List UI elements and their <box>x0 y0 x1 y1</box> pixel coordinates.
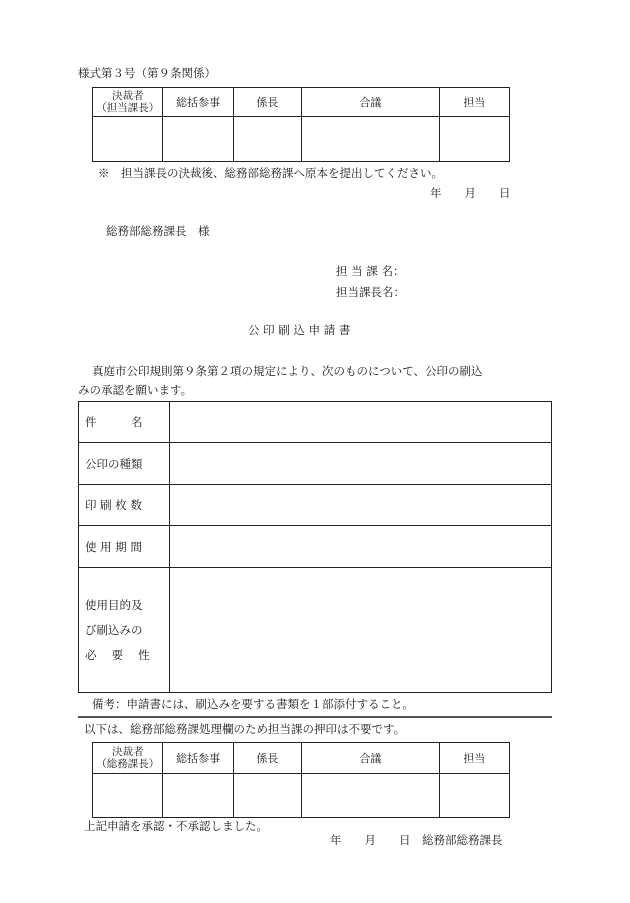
final-date-line: 年 月 日 総務部総務課長 <box>330 833 503 847</box>
approval-header-aigi: 合議 <box>302 88 440 117</box>
label-subject: 件 名 <box>79 402 170 443</box>
stamp-cell-aigi[interactable] <box>302 117 440 162</box>
approval-header-sanji-bottom: 総括参事 <box>163 743 233 774</box>
stamp-cell-aigi-bottom[interactable] <box>302 774 440 818</box>
body-line-2: みの承認を願います。 <box>78 383 193 397</box>
field-print-count[interactable] <box>170 485 552 526</box>
approval-header-sanji: 総括参事 <box>163 88 233 117</box>
label-print-count: 印 刷 枚 数 <box>79 485 170 526</box>
stamp-cell-kakaricho-bottom[interactable] <box>233 774 301 818</box>
approval-header-tanto: 担当 <box>439 88 509 117</box>
field-purpose[interactable] <box>170 568 552 693</box>
below-note: 以下は、総務部総務課処理欄のため担当課の押印は不要です。 <box>84 722 406 736</box>
stamp-cell-tanto-bottom[interactable] <box>439 774 509 818</box>
label-purpose: 使用目的及 び刷込みの 必 要 性 <box>79 568 170 693</box>
approval-header-kakaricho: 係長 <box>233 88 301 117</box>
body-line-1: 真庭市公印規則第９条第２項の規定により、次のものについて、公印の刷込 <box>92 364 483 378</box>
form-id: 様式第３号（第９条関係） <box>78 66 216 80</box>
field-seal-type[interactable] <box>170 443 552 485</box>
stamp-cell-sanji[interactable] <box>163 117 233 162</box>
dept-label: 担 当 課 名： <box>336 264 405 278</box>
approval-header-approver-bottom: 決裁者 （総務課長） <box>93 743 163 774</box>
stamp-cell-kakaricho[interactable] <box>233 117 301 162</box>
addressee: 総務部総務課長 様 <box>106 224 210 238</box>
label-usage-period: 使 用 期 間 <box>79 526 170 568</box>
approval-header-approver: 決裁者 （担当課長） <box>93 88 163 117</box>
divider <box>78 716 552 718</box>
remark: 備考：申請書には、刷込みを要する書類を１部添付すること。 <box>92 697 414 711</box>
document-title: 公 印 刷 込 申 請 書 <box>248 323 351 337</box>
field-usage-period[interactable] <box>170 526 552 568</box>
application-form-table <box>78 401 552 693</box>
approval-header-tanto-bottom: 担当 <box>439 743 509 774</box>
date-line: 年 月 日 <box>430 186 511 200</box>
label-seal-type: 公印の種類 <box>79 443 170 485</box>
approval-statement: 上記申請を承認・不承認しました。 <box>84 819 268 833</box>
stamp-cell-tanto[interactable] <box>439 117 509 162</box>
submit-note: ※ 担当課長の決裁後、総務部総務課へ原本を提出してください。 <box>98 166 443 180</box>
field-subject[interactable] <box>170 402 552 443</box>
stamp-cell-sanji-bottom[interactable] <box>163 774 233 818</box>
approval-header-kakaricho-bottom: 係長 <box>233 743 301 774</box>
approval-header-aigi-bottom: 合議 <box>302 743 440 774</box>
stamp-cell-approver[interactable] <box>93 117 163 162</box>
approval-table-top <box>92 87 510 162</box>
stamp-cell-approver-bottom[interactable] <box>93 774 163 818</box>
approval-table-bottom <box>92 742 510 818</box>
manager-label: 担当課長名： <box>336 285 405 299</box>
